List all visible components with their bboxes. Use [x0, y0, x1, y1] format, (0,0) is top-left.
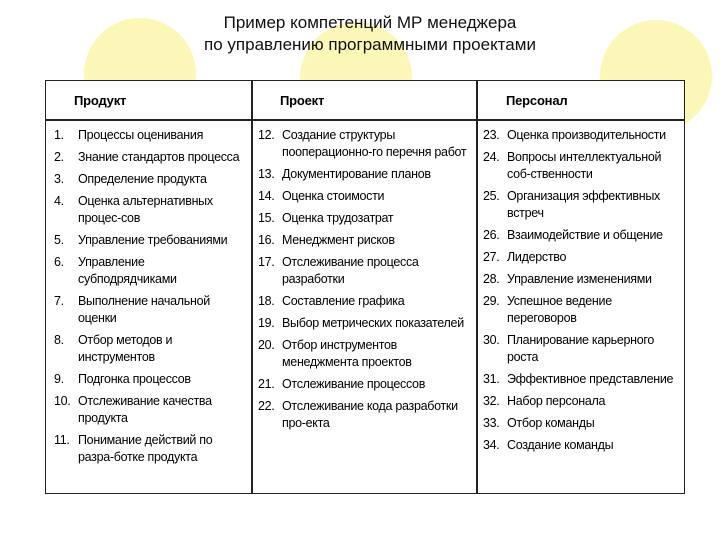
competency-text: Отслеживание процесса разработки: [282, 255, 419, 286]
competency-number: 11.: [54, 433, 70, 447]
competency-item: [258, 210, 471, 227]
competency-item: [258, 376, 471, 393]
competency-number: 9.: [54, 372, 64, 386]
competency-text: Лидерство: [507, 250, 567, 264]
competency-text: Отбор команды: [507, 416, 595, 430]
competency-item: [54, 332, 246, 366]
competency-text: Процессы оценивания: [78, 128, 204, 142]
competency-text: Оценка производительности: [507, 128, 666, 142]
competency-text: Взаимодействие и общение: [507, 228, 663, 242]
competency-number: 32.: [483, 394, 500, 408]
competency-number: 13.: [258, 167, 275, 181]
column-product: [54, 127, 246, 471]
competency-item: [258, 293, 471, 310]
competency-table: [45, 80, 685, 494]
competency-number: 1.: [54, 128, 64, 142]
competency-text: Создание структуры пооперационно-го перечня работ: [282, 128, 467, 159]
competency-item: [483, 249, 681, 266]
competency-item: [54, 393, 246, 427]
competency-item: [54, 293, 246, 327]
competency-item: [483, 393, 681, 410]
competency-text: Отслеживание процессов: [282, 377, 426, 391]
competency-text: Выбор метрических показателей: [282, 316, 464, 330]
competency-number: 25.: [483, 189, 500, 203]
competency-number: 31.: [483, 372, 500, 386]
competency-number: 2.: [54, 150, 64, 164]
competency-number: 6.: [54, 255, 64, 269]
competency-number: 18.: [258, 294, 275, 308]
competency-text: Вопросы интеллектуальной соб-ственности: [507, 150, 662, 181]
competency-item: [483, 437, 681, 454]
competency-number: 5.: [54, 233, 64, 247]
column-personnel: [483, 127, 681, 459]
competency-item: [483, 149, 681, 183]
competency-number: 3.: [54, 172, 64, 186]
column-divider-1: [251, 81, 253, 493]
competency-number: 19.: [258, 316, 275, 330]
competency-item: [483, 188, 681, 222]
competency-number: 34.: [483, 438, 500, 452]
competency-item: [483, 293, 681, 327]
competency-number: 33.: [483, 416, 500, 430]
competency-item: [483, 371, 681, 388]
competency-text: Набор персонала: [507, 394, 606, 408]
competency-number: 10.: [54, 394, 71, 408]
competency-number: 16.: [258, 233, 275, 247]
competency-item: [54, 171, 246, 188]
competency-number: 17.: [258, 255, 275, 269]
competency-item: [258, 254, 471, 288]
competency-text: Менеджмент рисков: [282, 233, 395, 247]
competency-item: [258, 166, 471, 183]
competency-text: Управление изменениями: [507, 272, 652, 286]
header-personnel: Персонал: [506, 93, 568, 108]
competency-number: 21.: [258, 377, 275, 391]
competency-item: [54, 193, 246, 227]
competency-text: Выполнение начальной оценки: [78, 294, 210, 325]
competency-text: Понимание действий по разра-ботке продукта: [78, 433, 213, 464]
competency-text: Документирование планов: [282, 167, 431, 181]
competency-text: Отслеживание качества продукта: [78, 394, 212, 425]
slide-title-line-2: по управлению программными проектами: [204, 35, 536, 54]
column-project: [258, 127, 471, 437]
competency-number: 12.: [258, 128, 275, 142]
competency-item: [258, 127, 471, 161]
competency-item: [483, 332, 681, 366]
competency-item: [483, 227, 681, 244]
competency-text: Организация эффективных встреч: [507, 189, 660, 220]
competency-text: Оценка стоимости: [282, 189, 385, 203]
competency-item: [258, 188, 471, 205]
header-product: Продукт: [74, 93, 127, 108]
competency-text: Отбор инструментов менеджмента проектов: [282, 338, 412, 369]
competency-item: [483, 127, 681, 144]
competency-item: [483, 415, 681, 432]
competency-text: Оценка альтернативных процес-сов: [78, 194, 213, 225]
competency-number: 4.: [54, 194, 64, 208]
competency-item: [54, 254, 246, 288]
competency-number: 14.: [258, 189, 275, 203]
competency-text: Подгонка процессов: [78, 372, 191, 386]
competency-text: Управление субподрядчиками: [78, 255, 177, 286]
header-divider: [46, 119, 684, 121]
competency-number: 27.: [483, 250, 500, 264]
competency-text: Успешное ведение переговоров: [507, 294, 612, 325]
competency-number: 26.: [483, 228, 500, 242]
competency-text: Отбор методов и инструментов: [78, 333, 173, 364]
competency-item: [258, 337, 471, 371]
competency-text: Оценка трудозатрат: [282, 211, 394, 225]
competency-text: Знание стандартов процесса: [78, 150, 240, 164]
slide-title-line-1: Пример компетенций МР менеджера: [223, 13, 517, 32]
slide-title: [110, 12, 630, 56]
competency-item: [54, 149, 246, 166]
competency-number: 30.: [483, 333, 500, 347]
competency-number: 22.: [258, 399, 275, 413]
competency-item: [54, 371, 246, 388]
competency-number: 8.: [54, 333, 64, 347]
header-project: Проект: [280, 93, 325, 108]
competency-number: 15.: [258, 211, 275, 225]
competency-number: 20.: [258, 338, 275, 352]
competency-item: [258, 398, 471, 432]
competency-text: Отслеживание кода разработки про-екта: [282, 399, 458, 430]
competency-text: Создание команды: [507, 438, 614, 452]
competency-item: [258, 232, 471, 249]
competency-text: Определение продукта: [78, 172, 207, 186]
competency-number: 28.: [483, 272, 500, 286]
competency-item: [258, 315, 471, 332]
competency-item: [483, 271, 681, 288]
competency-number: 24.: [483, 150, 500, 164]
competency-text: Составление графика: [282, 294, 405, 308]
competency-item: [54, 127, 246, 144]
competency-number: 29.: [483, 294, 500, 308]
competency-text: Планирование карьерного роста: [507, 333, 655, 364]
competency-number: 23.: [483, 128, 500, 142]
competency-text: Управление требованиями: [78, 233, 228, 247]
competency-item: [54, 232, 246, 249]
competency-item: [54, 432, 246, 466]
competency-number: 7.: [54, 294, 64, 308]
column-divider-2: [476, 81, 478, 493]
competency-text: Эффективное представление: [507, 372, 674, 386]
